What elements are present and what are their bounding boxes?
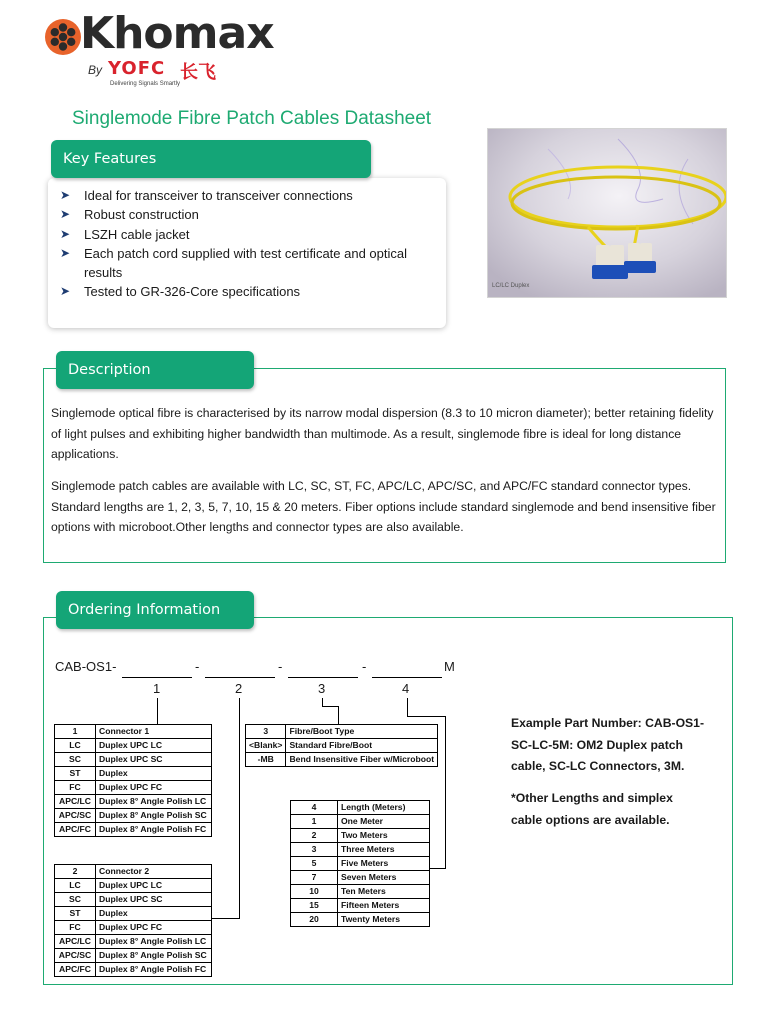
page-title: Singlemode Fibre Patch Cables Datasheet: [72, 108, 432, 129]
table-row: [55, 879, 212, 893]
leader-line-4: [445, 716, 446, 869]
description-cell: Duplex 8° Angle Polish SC: [96, 809, 212, 823]
arrow-bullet-icon: ➤: [60, 226, 71, 241]
table-row: [55, 823, 212, 837]
table-row: [55, 739, 212, 753]
description-cell: Duplex 8° Angle Polish SC: [96, 949, 212, 963]
code-cell: 7: [291, 871, 338, 885]
part-code-field-1: [122, 676, 192, 678]
fibre-bundle-icon: [44, 18, 82, 56]
feature-item: [60, 186, 440, 205]
code-cell: 1: [55, 725, 96, 739]
arrow-bullet-icon: ➤: [60, 207, 71, 222]
description-cell: Connector 1: [96, 725, 212, 739]
partner-logo: YOFC: [108, 58, 166, 79]
table-row: [291, 913, 430, 927]
table-row: [291, 857, 430, 871]
code-cell: 10: [291, 885, 338, 899]
description-cell: Duplex UPC LC: [96, 739, 212, 753]
table-row: [55, 893, 212, 907]
code-cell: APC/SC: [55, 949, 96, 963]
part-code-separator: -: [278, 659, 283, 674]
arrow-bullet-icon: ➤: [60, 284, 71, 299]
table-row: [55, 907, 212, 921]
feature-text: Robust construction: [84, 207, 199, 223]
description-cell: Duplex: [96, 907, 212, 921]
feature-item: [60, 282, 440, 301]
field-number-4: 4: [402, 681, 410, 696]
ordering-heading: Ordering Information: [56, 591, 254, 629]
leader-line-2: [239, 698, 240, 919]
table-row: [291, 899, 430, 913]
description-paragraph-2: Singlemode patch cables are available with LC, SC, ST, FC, APC/LC, APC/SC, and APC/FC standard connector types. Standard lengths are 1, 2, 3, 5, 7, 10, 15 & 20 meters. Fiber options include standard singlemode and bend insensitive fiber options with microboot.Other lengths and connector types are also available.: [51, 479, 716, 534]
code-cell: SC: [55, 893, 96, 907]
connector-2-table: [54, 864, 212, 977]
description-cell: Duplex 8° Angle Polish LC: [96, 795, 212, 809]
table-row: [291, 829, 430, 843]
patch-cable-image: [488, 129, 726, 297]
table-row: [55, 767, 212, 781]
code-cell: APC/LC: [55, 795, 96, 809]
leader-line-3: [322, 706, 339, 707]
code-cell: APC/FC: [55, 823, 96, 837]
description-cell: One Meter: [338, 815, 430, 829]
arrow-bullet-icon: ➤: [60, 245, 71, 260]
code-cell: LC: [55, 879, 96, 893]
code-cell: FC: [55, 781, 96, 795]
description-cell: Three Meters: [338, 843, 430, 857]
description-cell: Duplex 8° Angle Polish FC: [96, 963, 212, 977]
table-header-row: [55, 865, 212, 879]
description-cell: Seven Meters: [338, 871, 430, 885]
description-cell: Duplex 8° Angle Polish FC: [96, 823, 212, 837]
code-cell: ST: [55, 767, 96, 781]
feature-text: Each patch cord supplied with test certificate and optical results: [84, 245, 408, 281]
code-cell: 1: [291, 815, 338, 829]
table-row: [55, 795, 212, 809]
code-cell: -MB: [246, 753, 286, 767]
code-cell: FC: [55, 921, 96, 935]
code-cell: LC: [55, 739, 96, 753]
description-cell: Duplex 8° Angle Polish LC: [96, 935, 212, 949]
table-row: [55, 809, 212, 823]
brand-logo: [44, 8, 274, 94]
part-code-separator: -: [362, 659, 367, 674]
photo-caption: LC/LC Duplex: [492, 283, 530, 289]
partner-logo-cn: 长飞: [180, 62, 216, 83]
code-cell: 5: [291, 857, 338, 871]
code-cell: 2: [55, 865, 96, 879]
table-row: [291, 843, 430, 857]
table-row: [55, 781, 212, 795]
code-cell: <Blank>: [246, 739, 286, 753]
fibre-boot-table: [245, 724, 438, 767]
table-row: [246, 753, 438, 767]
availability-note: *Other Lengths and simplex cable options are available.: [511, 791, 673, 827]
description-cell: Length (Meters): [338, 801, 430, 815]
leader-line-4: [430, 868, 446, 869]
description-cell: Two Meters: [338, 829, 430, 843]
table-row: [55, 921, 212, 935]
description-heading: Description: [56, 351, 254, 389]
table-header-row: [55, 725, 212, 739]
feature-text: LSZH cable jacket: [84, 226, 190, 242]
table-row: [55, 949, 212, 963]
part-code-separator: -: [195, 659, 200, 674]
table-header-row: [291, 801, 430, 815]
code-cell: 4: [291, 801, 338, 815]
leader-line-4: [407, 698, 408, 716]
code-cell: 20: [291, 913, 338, 927]
table-row: [291, 871, 430, 885]
code-cell: APC/SC: [55, 809, 96, 823]
description-paragraph-1: Singlemode optical fibre is characterised by its narrow modal dispersion (8.3 to 10 micron diameter); better retaining fidelity of light pulses and exhibiting higher bandwidth than multimode. As a result, singlemode fibre is ideal for long distance applications.: [51, 406, 714, 461]
code-cell: APC/FC: [55, 963, 96, 977]
table-row: [246, 739, 438, 753]
product-photo: [487, 128, 727, 298]
table-row: [55, 935, 212, 949]
feature-text: Tested to GR-326-Core specifications: [84, 284, 301, 300]
description-cell: Five Meters: [338, 857, 430, 871]
description-cell: Connector 2: [96, 865, 212, 879]
feature-item: [60, 205, 440, 224]
connector-1-table: [54, 724, 212, 837]
arrow-bullet-icon: ➤: [60, 188, 71, 202]
description-cell: Ten Meters: [338, 885, 430, 899]
brand-name: Khomax: [80, 8, 274, 59]
field-number-2: 2: [235, 681, 243, 696]
feature-text: Ideal for transceiver to transceiver connections: [84, 188, 353, 203]
description-cell: Bend Insensitive Fiber w/Microboot: [286, 753, 438, 767]
field-number-3: 3: [318, 681, 326, 696]
code-cell: 15: [291, 899, 338, 913]
field-number-1: 1: [153, 681, 161, 696]
table-row: [55, 753, 212, 767]
description-cell: Twenty Meters: [338, 913, 430, 927]
code-cell: APC/LC: [55, 935, 96, 949]
description-cell: Fifteen Meters: [338, 899, 430, 913]
table-row: [55, 963, 212, 977]
key-features-heading: Key Features: [51, 140, 371, 178]
part-code-field-4: [372, 676, 442, 678]
description-cell: Duplex UPC FC: [96, 921, 212, 935]
feature-item: [60, 225, 440, 244]
leader-line-1: [157, 698, 158, 724]
length-table: [290, 800, 430, 927]
part-code-field-3: [288, 676, 358, 678]
code-cell: 2: [291, 829, 338, 843]
table-header-row: [246, 725, 438, 739]
part-code-field-2: [205, 676, 275, 678]
leader-line-3: [338, 706, 339, 724]
description-cell: Duplex UPC FC: [96, 781, 212, 795]
key-features-list: [60, 186, 440, 302]
description-cell: Duplex UPC LC: [96, 879, 212, 893]
description-cell: Duplex UPC SC: [96, 753, 212, 767]
code-cell: ST: [55, 907, 96, 921]
part-code-prefix: CAB-OS1-: [55, 659, 117, 674]
leader-line-4: [407, 716, 445, 717]
code-cell: 3: [291, 843, 338, 857]
description-cell: Duplex: [96, 767, 212, 781]
table-row: [291, 815, 430, 829]
description-cell: Standard Fibre/Boot: [286, 739, 438, 753]
code-cell: 3: [246, 725, 286, 739]
brand-tagline: Delivering Signals Smartly: [110, 81, 181, 87]
brand-by: By: [88, 63, 103, 77]
leader-line-2: [212, 918, 240, 919]
description-cell: Duplex UPC SC: [96, 893, 212, 907]
part-code-suffix: M: [444, 659, 455, 674]
example-part-number: Example Part Number: CAB-OS1-SC-LC-5M: OM2 Duplex patch cable, SC-LC Connectors, 3M.: [511, 716, 705, 773]
description-cell: Fibre/Boot Type: [286, 725, 438, 739]
code-cell: SC: [55, 753, 96, 767]
table-row: [291, 885, 430, 899]
feature-item: [60, 244, 440, 283]
